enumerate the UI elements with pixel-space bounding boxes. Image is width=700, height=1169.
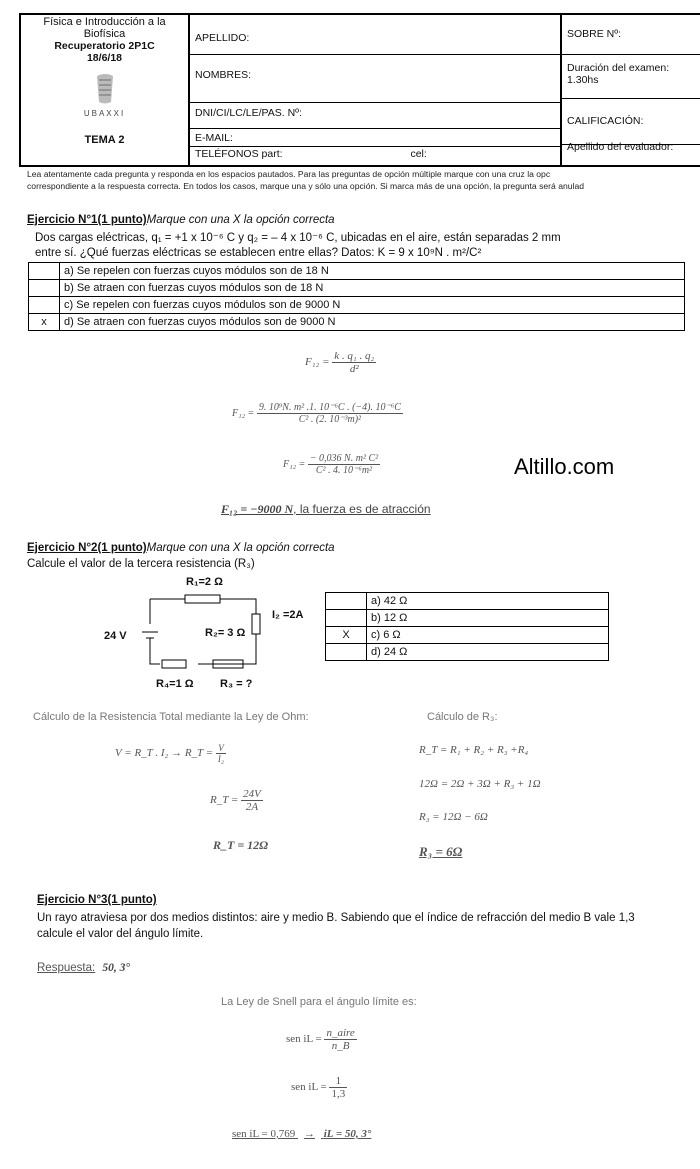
ej3-statement [37,910,635,942]
label-voltage: 24 V [104,630,127,642]
ej1-statement-line-1: Dos cargas eléctricas, q₁ = +1 x 10⁻⁶ C y q₂ = – 4 x 10⁻⁶ C, ubicadas en el aire, están separadas 2 mm [35,232,561,244]
ej3-statement-line-1: Un rayo atraviesa por dos medios distintos: aire y medio B. Sabiendo que el índice de refracción del medio B vale 1,3 [37,912,635,924]
ej1-formula-3 [283,453,380,476]
ej2-formula-rt [210,788,263,813]
ej2-rt-result: R_T = 12Ω [213,838,269,852]
formula-numerator: 24V [243,788,261,800]
field-email[interactable]: E-MAIL: [188,129,560,147]
option-mark[interactable] [29,297,60,314]
option-text: c) Se repelen con fuerzas cuyos módulos son de 9000 N [60,297,685,314]
ej2-right-title: Cálculo de R₃: [427,711,498,723]
ej1-option-d[interactable] [29,314,685,331]
ej2-statement: Calcule el valor de la tercera resistencia (R₃) [27,558,255,570]
option-mark[interactable] [326,610,367,627]
ej2-r-line-2: 12Ω = 2Ω + 3Ω + R₃ + 1Ω [419,778,541,790]
option-text: b) 12 Ω [367,610,609,627]
ej3-statement-line-2: calcule el valor del ángulo límite. [37,928,204,940]
option-text: d) 24 Ω [367,644,609,661]
arrow-icon: → [303,1128,315,1140]
field-sobre: SOBRE Nº: [560,15,700,55]
logo-text: UBAXXI [83,109,126,118]
formula-numerator: k . q₁ . q₂ [334,350,375,362]
field-telefonos[interactable] [188,147,560,165]
option-text: a) 42 Ω [367,593,609,610]
formula-denominator: d² [349,363,359,375]
ej1-options-table [28,262,685,331]
exam-header [19,13,700,167]
ej2-r-result: R₃ = 6Ω [419,844,463,859]
formula-numerator: 1 [329,1075,347,1088]
exam-date: 18/6/18 [86,52,123,64]
ej2-heading [27,542,335,554]
resistor-r2 [252,614,260,634]
formula-numerator: V [216,743,226,754]
field-calificacion: CALIFICACIÓN: [560,99,700,145]
ej3-formula-3 [232,1128,371,1140]
label-r1: R₁=2 Ω [186,576,223,588]
ej1-result-formula: F₁₂ = −9000 N [221,502,294,516]
field-dni[interactable]: DNI/CI/LC/LE/PAS. Nº: [188,103,560,129]
label-r3: R₃ = ? [220,678,253,690]
ej3-snell-title: La Ley de Snell para el ángulo límite es: [221,996,417,1008]
formula-denominator: C² . (2. 10⁻³m)² [298,414,362,425]
ej1-formula-2 [232,402,403,425]
ej2-formula-ohm [115,743,226,764]
header-student-fields [188,15,562,165]
header-admin-fields [560,15,700,165]
option-mark[interactable] [29,280,60,297]
ej2-r-line-3: R₃ = 12Ω − 6Ω [419,811,488,823]
ej2-option-a[interactable] [326,593,609,610]
ej1-result [221,502,431,517]
exam-name: Recuperatorio 2P1C [54,40,155,52]
ej1-heading [27,214,335,226]
option-text: c) 6 Ω [367,627,609,644]
label-r4: R₄=1 Ω [156,678,194,690]
label-r2: R₂= 3 Ω [205,627,246,639]
formula-lhs: sen iL = [286,1033,322,1046]
field-duracion: Duración del examen: 1.30hs [560,55,700,99]
formula-lhs: V = R_T . I₂ → R_T = [115,747,214,760]
cel-label: cel: [410,148,427,160]
option-mark[interactable] [326,593,367,610]
course-name: Física e Introducción a la Biofísica [43,16,166,40]
formula-lhs: sen iL = [291,1081,327,1094]
instructions-line-1: Lea atentamente cada pregunta y responda en los espacios pautados. Para las preguntas de opción múltiple marque con una cruz la opc [27,169,551,179]
formula-result: iL = 50, 3° [323,1128,372,1140]
formula-lhs: F₁₂ = [283,458,306,470]
formula-denominator: n_B [331,1040,350,1052]
option-mark[interactable]: X [326,627,367,644]
formula-lhs: R_T = [210,794,239,807]
tema-label: TEMA 2 [84,134,125,146]
ej1-option-b[interactable] [29,280,685,297]
ej1-title: Ejercicio N°1(1 punto) [27,214,147,226]
ubaxxi-logo [75,72,135,116]
ej1-option-a[interactable] [29,263,685,280]
resistor-r4 [162,660,186,668]
ej1-result-text: , la fuerza es de atracción [293,502,431,516]
ej1-statement [35,231,561,261]
answer-value: 50, 3° [102,962,130,974]
resistor-r1 [185,595,220,603]
logo-icon [75,72,135,106]
ej2-option-d[interactable] [326,644,609,661]
formula-lhs: sen iL = 0,769 [232,1128,296,1140]
option-mark[interactable]: x [29,314,60,331]
ej3-title: Ejercicio N°3(1 punto) [37,894,157,906]
telefonos-label: TELÉFONOS part: [195,148,283,160]
formula-denominator: C² . 4. 10⁻⁶m² [315,465,373,476]
formula-numerator: n_aire [326,1027,355,1039]
header-course-box [21,15,190,165]
field-evaluador: Apellido del evaluador: [567,141,674,153]
formula-denominator: 1,3 [331,1088,346,1100]
option-text: a) Se repelen con fuerzas cuyos módulos son de 18 N [60,263,685,280]
ej2-option-c[interactable] [326,627,609,644]
formula-lhs: F₁₂ = [232,407,255,419]
watermark: Altillo.com [514,454,615,479]
formula-lhs: F₁₂ = [305,356,330,369]
battery-symbol [142,632,158,638]
field-nombres[interactable]: NOMBRES: [188,55,560,103]
option-text: d) Se atraen con fuerzas cuyos módulos son de 9000 N [60,314,685,331]
ej1-option-c[interactable] [29,297,685,314]
option-mark[interactable] [29,263,60,280]
formula-denominator: 2A [245,801,259,813]
instructions [27,168,700,192]
option-text: b) Se atraen con fuerzas cuyos módulos son de 18 N [60,280,685,297]
formula-denominator: I₂ [217,754,225,764]
field-apellido[interactable]: APELLIDO: [188,15,560,55]
ej3-formula-1 [286,1027,357,1052]
ej1-statement-line-2: entre sí. ¿Qué fuerzas eléctricas se establecen entre ellas? Datos: K = 9 x 10⁹N . m²/C² [35,247,482,259]
ej3-formula-2 [291,1075,347,1100]
ej2-left-title: Cálculo de la Resistencia Total mediante la Ley de Ohm: [33,711,309,723]
ej2-r-line-1: R_T = R₁ + R₂ + R₃ +R₄ [419,744,529,756]
ej1-subtitle: Marque con una X la opción correcta [146,214,335,226]
ej3-answer [37,962,130,974]
label-current: I₂ =2A [272,609,304,621]
option-mark[interactable] [326,644,367,661]
answer-label: Respuesta: [37,962,96,974]
formula-numerator: − 0,036 N. m² C² [309,453,379,464]
ej1-formula-1 [305,350,376,375]
ej2-options-table [325,592,609,661]
ej2-subtitle: Marque con una X la opción correcta [146,542,335,554]
formula-numerator: 9. 10⁹N. m² .1. 10⁻⁶C . (−4). 10⁻⁶C [258,402,401,413]
ej2-option-b[interactable] [326,610,609,627]
ej2-title: Ejercicio N°2(1 punto) [27,542,147,554]
instructions-line-2: correspondiente a la respuesta correcta. En todos los casos, marque una y sólo una opción. Si marca más de una opción, la pregunta será anulad [27,181,585,191]
